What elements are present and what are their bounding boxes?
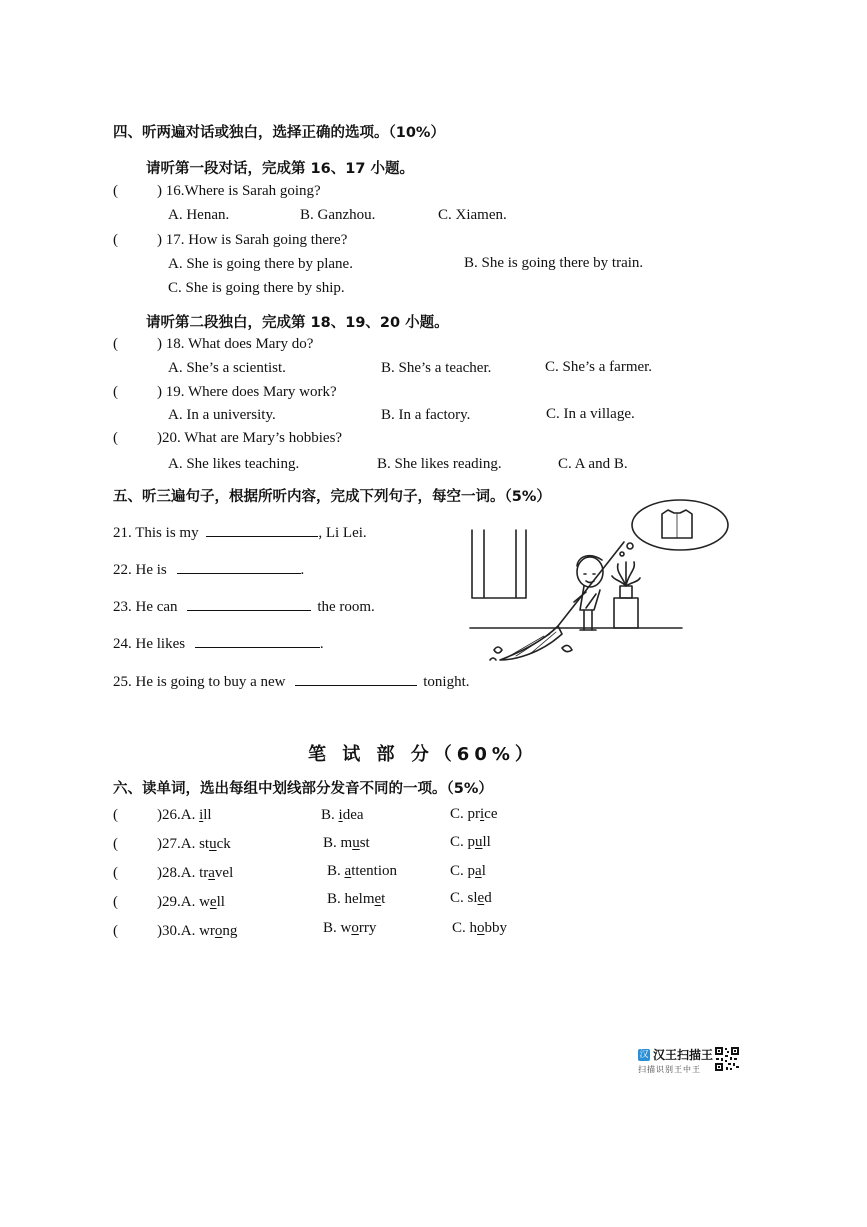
question-16: ) 16.Where is Sarah going? <box>157 183 321 199</box>
fill-item-25 <box>113 671 470 691</box>
option-29b: B. helmet <box>327 891 386 907</box>
plant-icon <box>612 562 640 586</box>
fill-23-suffix: the room. <box>317 599 375 615</box>
option-20b: B. She likes reading. <box>377 456 502 472</box>
section4-part1-instruction: 请听第一段对话，完成第 16、17 小题。 <box>146 161 414 177</box>
option-19b: B. In a factory. <box>381 407 471 423</box>
watermark-name: 汉王扫描王 <box>653 1048 714 1062</box>
fill-22-prefix: 22. He is <box>113 562 167 578</box>
option-30c: C. hobby <box>452 920 508 936</box>
option-27b: B. must <box>323 835 370 851</box>
option-28c: C. pal <box>450 863 486 879</box>
option-29c: C. sled <box>450 890 492 906</box>
option-26c: C. price <box>450 806 498 822</box>
answer-bracket-17[interactable]: ( <box>113 232 118 248</box>
fill-24-suffix: . <box>319 636 324 652</box>
section5-heading: 五、听三遍句子，根据所听内容，完成下列句子，每空一词。（5%） <box>113 489 551 505</box>
fill-blank-21[interactable] <box>206 522 318 537</box>
boy-sweeping-illustration <box>466 498 736 673</box>
option-20c: C. A and B. <box>558 456 628 472</box>
question-17: ) 17. How is Sarah going there? <box>157 232 348 248</box>
option-27c: C. pull <box>450 834 491 850</box>
question-27: )27.A. stuck <box>157 836 231 852</box>
fill-item-23 <box>113 596 375 616</box>
section6-heading: 六、读单词，选出每组中划线部分发音不同的一项。（5%） <box>113 781 493 797</box>
option-26b: B. idea <box>321 807 364 823</box>
option-19a: A. In a university. <box>168 407 276 423</box>
question-26: )26.A. ill <box>157 807 212 823</box>
option-17a: A. She is going there by plane. <box>168 256 353 272</box>
fill-blank-22[interactable] <box>177 559 301 574</box>
answer-bracket-30[interactable]: ( <box>113 923 118 939</box>
question-18: ) 18. What does Mary do? <box>157 336 314 352</box>
fill-blank-23[interactable] <box>187 596 311 611</box>
option-18a: A. She’s a scientist. <box>168 360 286 376</box>
option-19c: C. In a village. <box>546 406 635 422</box>
question-30: )30.A. wrong <box>157 923 238 939</box>
fill-blank-25[interactable] <box>295 671 417 686</box>
answer-bracket-29[interactable]: ( <box>113 894 118 910</box>
option-17b: B. She is going there by train. <box>464 255 644 271</box>
fill-24-prefix: 24. He likes <box>113 636 186 652</box>
fill-22-suffix: . <box>300 562 305 578</box>
fill-21-prefix: 21. This is my <box>113 525 199 541</box>
question-29: )29.A. well <box>157 894 225 910</box>
written-section-title: 笔 试 部 分（60%） <box>308 744 538 765</box>
fill-blank-24[interactable] <box>195 633 320 648</box>
fill-25-prefix: 25. He is going to buy a new <box>113 674 286 690</box>
option-18c: C. She’s a farmer. <box>545 359 653 375</box>
thought-bubble-icon <box>632 500 728 550</box>
fill-23-prefix: 23. He can <box>113 599 178 615</box>
fill-item-24 <box>113 633 324 653</box>
option-28b: B. attention <box>327 863 398 879</box>
answer-bracket-16[interactable]: ( <box>113 183 118 199</box>
fill-25-suffix: tonight. <box>423 674 470 690</box>
answer-bracket-18[interactable]: ( <box>113 336 118 352</box>
fill-item-22 <box>113 559 304 579</box>
fill-item-21 <box>113 522 367 542</box>
question-28: )28.A. travel <box>157 865 234 881</box>
scanner-app-icon: 汉 <box>639 1049 649 1060</box>
answer-bracket-26[interactable]: ( <box>113 807 118 823</box>
qr-code-icon <box>714 1046 740 1072</box>
answer-bracket-20[interactable]: ( <box>113 430 118 446</box>
answer-bracket-28[interactable]: ( <box>113 865 118 881</box>
answer-bracket-19[interactable]: ( <box>113 384 118 400</box>
option-20a: A. She likes teaching. <box>168 456 300 472</box>
answer-bracket-27[interactable]: ( <box>113 836 118 852</box>
option-30b: B. worry <box>323 920 377 936</box>
option-16a: A. Henan. <box>168 207 230 223</box>
fill-21-suffix: , Li Lei. <box>318 525 367 541</box>
question-19: ) 19. Where does Mary work? <box>157 384 337 400</box>
section4-heading: 四、听两遍对话或独白，选择正确的选项。（10%） <box>113 125 445 141</box>
question-20: )20. What are Mary’s hobbies? <box>157 430 343 446</box>
option-18b: B. She’s a teacher. <box>381 360 492 376</box>
watermark-tagline: 扫描识别王中王 <box>638 1065 701 1074</box>
section4-part2-instruction: 请听第二段独白，完成第 18、19、20 小题。 <box>146 315 449 331</box>
scanner-watermark <box>638 1046 713 1075</box>
option-16c: C. Xiamen. <box>438 207 507 223</box>
option-16b: B. Ganzhou. <box>300 207 376 223</box>
option-17c: C. She is going there by ship. <box>168 280 345 296</box>
